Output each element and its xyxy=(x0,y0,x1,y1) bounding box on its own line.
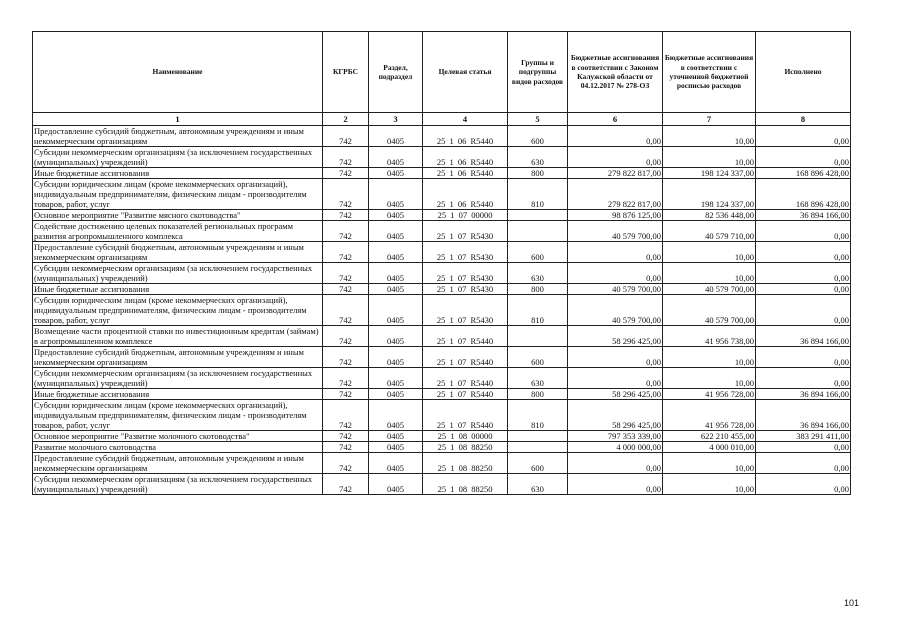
row-target-cell: 25 1 07 R5440 xyxy=(423,326,508,347)
row-executed-cell: 168 896 428,00 xyxy=(756,179,851,210)
row-razdel-cell: 0405 xyxy=(369,368,423,389)
header-group: Группы и подгруппы видов расходов xyxy=(508,32,568,113)
row-name-cell: Иные бюджетные ассигнования xyxy=(33,168,323,179)
row-target-cell: 25 1 08 88250 xyxy=(423,453,508,474)
row-target-cell: 25 1 08 88250 xyxy=(423,474,508,495)
table-row xyxy=(33,368,851,389)
row-kgrbs-cell: 742 xyxy=(323,431,369,442)
row-name-cell: Основное мероприятие "Развитие мясного скотоводства" xyxy=(33,210,323,221)
row-budget-cell: 0,00 xyxy=(568,453,663,474)
row-refined-cell: 10,00 xyxy=(663,474,756,495)
row-executed-cell: 0,00 xyxy=(756,284,851,295)
table-row xyxy=(33,442,851,453)
row-group-cell: 810 xyxy=(508,295,568,326)
row-refined-cell: 10,00 xyxy=(663,147,756,168)
row-executed-cell: 0,00 xyxy=(756,368,851,389)
table-row xyxy=(33,221,851,242)
row-group-cell: 810 xyxy=(508,179,568,210)
row-target-cell: 25 1 07 R5440 xyxy=(423,347,508,368)
row-target-cell: 25 1 07 00000 xyxy=(423,210,508,221)
row-razdel-cell: 0405 xyxy=(369,210,423,221)
row-razdel-cell: 0405 xyxy=(369,284,423,295)
row-kgrbs-cell: 742 xyxy=(323,442,369,453)
row-budget-cell: 0,00 xyxy=(568,474,663,495)
budget-table xyxy=(32,31,851,495)
row-budget-cell: 0,00 xyxy=(568,368,663,389)
row-razdel-cell: 0405 xyxy=(369,147,423,168)
row-name-cell: Предоставление субсидий бюджетным, автономным учреждениям и иным некоммерческим организациям xyxy=(33,242,323,263)
row-budget-cell: 40 579 700,00 xyxy=(568,284,663,295)
row-razdel-cell: 0405 xyxy=(369,400,423,431)
row-group-cell: 810 xyxy=(508,400,568,431)
row-group-cell: 600 xyxy=(508,126,568,147)
row-executed-cell: 0,00 xyxy=(756,263,851,284)
row-razdel-cell: 0405 xyxy=(369,295,423,326)
header-budget-refined: Бюджетные ассигнования в соответствии с уточненной бюджетной росписью расходов xyxy=(663,32,756,113)
header-name: Наименование xyxy=(33,32,323,113)
row-group-cell: 630 xyxy=(508,474,568,495)
row-kgrbs-cell: 742 xyxy=(323,126,369,147)
row-group-cell: 630 xyxy=(508,368,568,389)
row-target-cell: 25 1 07 R5430 xyxy=(423,284,508,295)
row-refined-cell: 10,00 xyxy=(663,263,756,284)
table-row xyxy=(33,147,851,168)
row-budget-cell: 797 353 339,00 xyxy=(568,431,663,442)
row-executed-cell: 0,00 xyxy=(756,221,851,242)
row-razdel-cell: 0405 xyxy=(369,168,423,179)
row-kgrbs-cell: 742 xyxy=(323,474,369,495)
row-executed-cell: 168 896 428,00 xyxy=(756,168,851,179)
row-kgrbs-cell: 742 xyxy=(323,179,369,210)
row-group-cell: 800 xyxy=(508,284,568,295)
row-group-cell xyxy=(508,221,568,242)
column-number: 4 xyxy=(423,113,508,126)
row-group-cell: 630 xyxy=(508,147,568,168)
table-row xyxy=(33,389,851,400)
row-name-cell: Возмещение части процентной ставки по инвестиционным кредитам (займам) в агропромышленном комплексе xyxy=(33,326,323,347)
table-row xyxy=(33,242,851,263)
row-razdel-cell: 0405 xyxy=(369,242,423,263)
row-executed-cell: 0,00 xyxy=(756,453,851,474)
row-budget-cell: 4 000 000,00 xyxy=(568,442,663,453)
row-budget-cell: 58 296 425,00 xyxy=(568,389,663,400)
header-budget-law: Бюджетные ассигнования в соответствии с Законом Калужской области от 04.12.2017 № 278-ОЗ xyxy=(568,32,663,113)
row-kgrbs-cell: 742 xyxy=(323,263,369,284)
row-name-cell: Субсидии юридическим лицам (кроме некоммерческих организаций), индивидуальным предпринимателям, физическим лицам - производителям товаров, работ, услуг xyxy=(33,295,323,326)
row-refined-cell: 41 956 728,00 xyxy=(663,400,756,431)
row-refined-cell: 10,00 xyxy=(663,347,756,368)
row-executed-cell: 0,00 xyxy=(756,442,851,453)
row-group-cell xyxy=(508,326,568,347)
row-razdel-cell: 0405 xyxy=(369,326,423,347)
row-name-cell: Субсидии юридическим лицам (кроме некоммерческих организаций), индивидуальным предпринимателям, физическим лицам - производителям товаров, работ, услуг xyxy=(33,400,323,431)
row-name-cell: Иные бюджетные ассигнования xyxy=(33,284,323,295)
column-number: 5 xyxy=(508,113,568,126)
row-refined-cell: 41 956 728,00 xyxy=(663,389,756,400)
row-target-cell: 25 1 06 R5440 xyxy=(423,126,508,147)
column-number: 7 xyxy=(663,113,756,126)
row-razdel-cell: 0405 xyxy=(369,126,423,147)
row-budget-cell: 0,00 xyxy=(568,347,663,368)
row-group-cell: 600 xyxy=(508,242,568,263)
row-executed-cell: 36 894 166,00 xyxy=(756,389,851,400)
row-target-cell: 25 1 07 R5430 xyxy=(423,242,508,263)
row-refined-cell: 10,00 xyxy=(663,368,756,389)
row-budget-cell: 0,00 xyxy=(568,263,663,284)
header-kgrbs: КГРБС xyxy=(323,32,369,113)
row-target-cell: 25 1 08 00000 xyxy=(423,431,508,442)
row-refined-cell: 41 956 738,00 xyxy=(663,326,756,347)
table-row xyxy=(33,400,851,431)
column-number: 8 xyxy=(756,113,851,126)
column-number: 6 xyxy=(568,113,663,126)
row-group-cell: 800 xyxy=(508,389,568,400)
table-row xyxy=(33,263,851,284)
row-name-cell: Содействие достижению целевых показателей региональных программ развития агропромышленного комплекса xyxy=(33,221,323,242)
row-target-cell: 25 1 08 88250 xyxy=(423,442,508,453)
row-target-cell: 25 1 07 R5440 xyxy=(423,400,508,431)
row-group-cell xyxy=(508,431,568,442)
table-row xyxy=(33,179,851,210)
row-group-cell xyxy=(508,210,568,221)
row-group-cell xyxy=(508,442,568,453)
table-row xyxy=(33,431,851,442)
row-executed-cell: 383 291 411,00 xyxy=(756,431,851,442)
row-razdel-cell: 0405 xyxy=(369,221,423,242)
row-refined-cell: 10,00 xyxy=(663,126,756,147)
row-target-cell: 25 1 06 R5440 xyxy=(423,179,508,210)
row-refined-cell: 40 579 700,00 xyxy=(663,295,756,326)
row-kgrbs-cell: 742 xyxy=(323,168,369,179)
row-refined-cell: 198 124 337,00 xyxy=(663,179,756,210)
row-name-cell: Субсидии некоммерческим организациям (за исключением государственных (муниципальных) учреждений) xyxy=(33,147,323,168)
row-kgrbs-cell: 742 xyxy=(323,284,369,295)
row-kgrbs-cell: 742 xyxy=(323,389,369,400)
row-name-cell: Иные бюджетные ассигнования xyxy=(33,389,323,400)
row-target-cell: 25 1 07 R5440 xyxy=(423,389,508,400)
row-refined-cell: 40 579 710,00 xyxy=(663,221,756,242)
row-name-cell: Субсидии некоммерческим организациям (за исключением государственных (муниципальных) учреждений) xyxy=(33,474,323,495)
header-row xyxy=(33,32,851,113)
row-target-cell: 25 1 07 R5430 xyxy=(423,221,508,242)
header-executed: Исполнено xyxy=(756,32,851,113)
row-target-cell: 25 1 06 R5440 xyxy=(423,147,508,168)
row-target-cell: 25 1 07 R5430 xyxy=(423,263,508,284)
row-kgrbs-cell: 742 xyxy=(323,242,369,263)
row-executed-cell: 36 894 166,00 xyxy=(756,210,851,221)
row-budget-cell: 0,00 xyxy=(568,147,663,168)
table-row xyxy=(33,210,851,221)
row-kgrbs-cell: 742 xyxy=(323,221,369,242)
row-kgrbs-cell: 742 xyxy=(323,400,369,431)
row-razdel-cell: 0405 xyxy=(369,442,423,453)
table-row xyxy=(33,284,851,295)
table-row xyxy=(33,474,851,495)
table-row xyxy=(33,347,851,368)
header-target: Целевая статья xyxy=(423,32,508,113)
table-row xyxy=(33,326,851,347)
row-kgrbs-cell: 742 xyxy=(323,347,369,368)
header-razdel: Раздел, подраздел xyxy=(369,32,423,113)
row-name-cell: Предоставление субсидий бюджетным, автономным учреждениям и иным некоммерческим организациям xyxy=(33,453,323,474)
table-row xyxy=(33,453,851,474)
row-razdel-cell: 0405 xyxy=(369,453,423,474)
row-budget-cell: 279 822 817,00 xyxy=(568,179,663,210)
column-number: 3 xyxy=(369,113,423,126)
row-name-cell: Предоставление субсидий бюджетным, автономным учреждениям и иным некоммерческим организациям xyxy=(33,347,323,368)
table-header xyxy=(33,32,851,126)
row-executed-cell: 0,00 xyxy=(756,474,851,495)
row-refined-cell: 10,00 xyxy=(663,453,756,474)
row-target-cell: 25 1 07 R5430 xyxy=(423,295,508,326)
row-refined-cell: 40 579 700,00 xyxy=(663,284,756,295)
row-budget-cell: 40 579 700,00 xyxy=(568,221,663,242)
row-budget-cell: 98 876 125,00 xyxy=(568,210,663,221)
row-refined-cell: 622 210 455,00 xyxy=(663,431,756,442)
row-kgrbs-cell: 742 xyxy=(323,295,369,326)
row-executed-cell: 36 894 166,00 xyxy=(756,400,851,431)
row-budget-cell: 58 296 425,00 xyxy=(568,326,663,347)
row-name-cell: Субсидии некоммерческим организациям (за исключением государственных (муниципальных) учреждений) xyxy=(33,368,323,389)
row-kgrbs-cell: 742 xyxy=(323,210,369,221)
row-budget-cell: 0,00 xyxy=(568,126,663,147)
table-body xyxy=(33,126,851,495)
column-number: 2 xyxy=(323,113,369,126)
table-row xyxy=(33,295,851,326)
row-executed-cell: 36 894 166,00 xyxy=(756,326,851,347)
row-refined-cell: 4 000 010,00 xyxy=(663,442,756,453)
row-razdel-cell: 0405 xyxy=(369,431,423,442)
row-budget-cell: 58 296 425,00 xyxy=(568,400,663,431)
row-executed-cell: 0,00 xyxy=(756,242,851,263)
table-row xyxy=(33,168,851,179)
row-name-cell: Субсидии некоммерческим организациям (за исключением государственных (муниципальных) учреждений) xyxy=(33,263,323,284)
row-budget-cell: 40 579 700,00 xyxy=(568,295,663,326)
row-refined-cell: 82 536 448,00 xyxy=(663,210,756,221)
table-row xyxy=(33,126,851,147)
row-name-cell: Субсидии юридическим лицам (кроме некоммерческих организаций), индивидуальным предпринимателям, физическим лицам - производителям товаров, работ, услуг xyxy=(33,179,323,210)
row-group-cell: 600 xyxy=(508,347,568,368)
row-target-cell: 25 1 07 R5440 xyxy=(423,368,508,389)
row-refined-cell: 10,00 xyxy=(663,242,756,263)
row-razdel-cell: 0405 xyxy=(369,474,423,495)
row-group-cell: 800 xyxy=(508,168,568,179)
row-target-cell: 25 1 06 R5440 xyxy=(423,168,508,179)
row-razdel-cell: 0405 xyxy=(369,179,423,210)
row-kgrbs-cell: 742 xyxy=(323,326,369,347)
row-executed-cell: 0,00 xyxy=(756,295,851,326)
column-numbers-row xyxy=(33,113,851,126)
row-group-cell: 600 xyxy=(508,453,568,474)
row-executed-cell: 0,00 xyxy=(756,147,851,168)
row-razdel-cell: 0405 xyxy=(369,389,423,400)
row-budget-cell: 0,00 xyxy=(568,242,663,263)
row-name-cell: Основное мероприятие "Развитие молочного скотоводства" xyxy=(33,431,323,442)
row-name-cell: Предоставление субсидий бюджетным, автономным учреждениям и иным некоммерческим организациям xyxy=(33,126,323,147)
row-refined-cell: 198 124 337,00 xyxy=(663,168,756,179)
row-kgrbs-cell: 742 xyxy=(323,453,369,474)
row-group-cell: 630 xyxy=(508,263,568,284)
column-number: 1 xyxy=(33,113,323,126)
row-kgrbs-cell: 742 xyxy=(323,368,369,389)
row-razdel-cell: 0405 xyxy=(369,263,423,284)
row-budget-cell: 279 822 817,00 xyxy=(568,168,663,179)
row-executed-cell: 0,00 xyxy=(756,347,851,368)
row-name-cell: Развитие молочного скотоводства xyxy=(33,442,323,453)
row-kgrbs-cell: 742 xyxy=(323,147,369,168)
row-executed-cell: 0,00 xyxy=(756,126,851,147)
row-razdel-cell: 0405 xyxy=(369,347,423,368)
page-number: 101 xyxy=(843,598,859,608)
